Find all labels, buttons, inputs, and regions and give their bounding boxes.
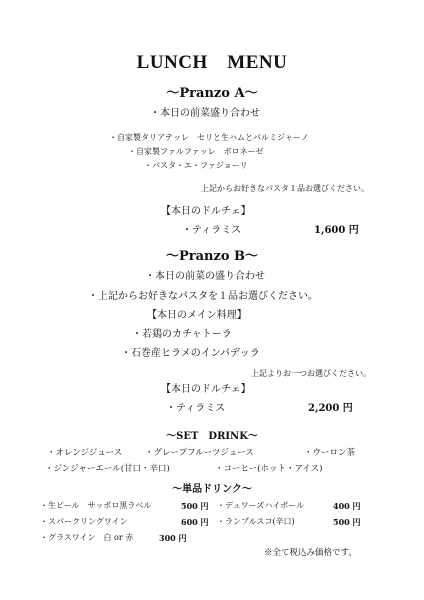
pranzo-a-pasta-option: ・自家製タリアテッレ セリと生ハムとパルミジャーノ bbox=[109, 133, 309, 142]
pranzo-b-main-heading: 【本日のメイン料理】 bbox=[147, 310, 247, 321]
single-drinks-heading: ～単品ドリンク～ bbox=[172, 484, 252, 495]
pranzo-a-pasta-option: ・パスタ・エ・ファジョーリ bbox=[144, 161, 248, 170]
set-drink-item: ・オレンジジュース bbox=[47, 448, 123, 458]
pranzo-a-pasta-option: ・自家製ファルファッレ ボロネーゼ bbox=[128, 147, 264, 156]
pranzo-a-dolce-heading: 【本日のドルチェ】 bbox=[161, 206, 251, 217]
drink-item-name: ・グラスワイン 白 or 赤 bbox=[40, 533, 134, 542]
pranzo-b-main-option: ・石巻産ヒラメのインパデッラ bbox=[121, 348, 260, 359]
pranzo-b-dolce-heading: 【本日のドルチェ】 bbox=[161, 384, 251, 395]
pranzo-b-antipasto: ・本日の前菜の盛り合わせ bbox=[145, 271, 265, 282]
drink-item-price: 500 円 bbox=[333, 517, 361, 527]
drink-item-price: 600 円 bbox=[181, 517, 209, 527]
drink-item-price: 300 円 bbox=[159, 533, 187, 543]
pranzo-b-main-option: ・若鶏のカチャトーラ bbox=[132, 329, 232, 340]
pranzo-a-dolce: ・ティラミス bbox=[182, 225, 242, 236]
pranzo-a-heading: ～Pranzo A～ bbox=[166, 86, 258, 101]
drink-item-name: ・ランブルスコ(辛口) bbox=[217, 517, 295, 526]
drink-item-name: ・スパークリングワイン bbox=[40, 517, 128, 526]
set-drink-item: ・ウーロン茶 bbox=[304, 448, 356, 458]
pranzo-a-price: 1,600 円 bbox=[314, 225, 359, 236]
pranzo-b-heading: ～Pranzo B～ bbox=[165, 249, 259, 264]
set-drink-item: ・コーヒー(ホット・アイス) bbox=[215, 464, 323, 474]
drink-item-price: 400 円 bbox=[333, 501, 361, 511]
menu-title: LUNCH MENU bbox=[136, 52, 288, 73]
pranzo-a-pasta-note: 上記からお好きなパスタ１品お選びください。 bbox=[201, 184, 369, 193]
set-drink-heading: ～SET DRINK～ bbox=[166, 431, 258, 442]
pranzo-b-pasta-line: ・上記からお好きなパスタを１品お選びください。 bbox=[88, 291, 318, 302]
tax-note: ※全て税込み価格です。 bbox=[264, 548, 357, 558]
pranzo-b-main-note: 上記よりお一つお選びください。 bbox=[251, 369, 371, 378]
drink-item-name: ・デュワーズハイボール bbox=[217, 501, 305, 510]
pranzo-b-dolce: ・ティラミス bbox=[166, 403, 226, 414]
set-drink-item: ・ジンジャーエール(甘口・辛口) bbox=[45, 464, 170, 474]
set-drink-item: ・グレープフルーツジュース bbox=[145, 448, 254, 458]
pranzo-a-antipasto: ・本日の前菜盛り合わせ bbox=[150, 108, 260, 119]
drink-item-price: 500 円 bbox=[181, 501, 209, 511]
drink-item-name: ・生ビール サッポロ黒ラベル bbox=[40, 501, 152, 510]
pranzo-b-price: 2,200 円 bbox=[308, 403, 353, 414]
